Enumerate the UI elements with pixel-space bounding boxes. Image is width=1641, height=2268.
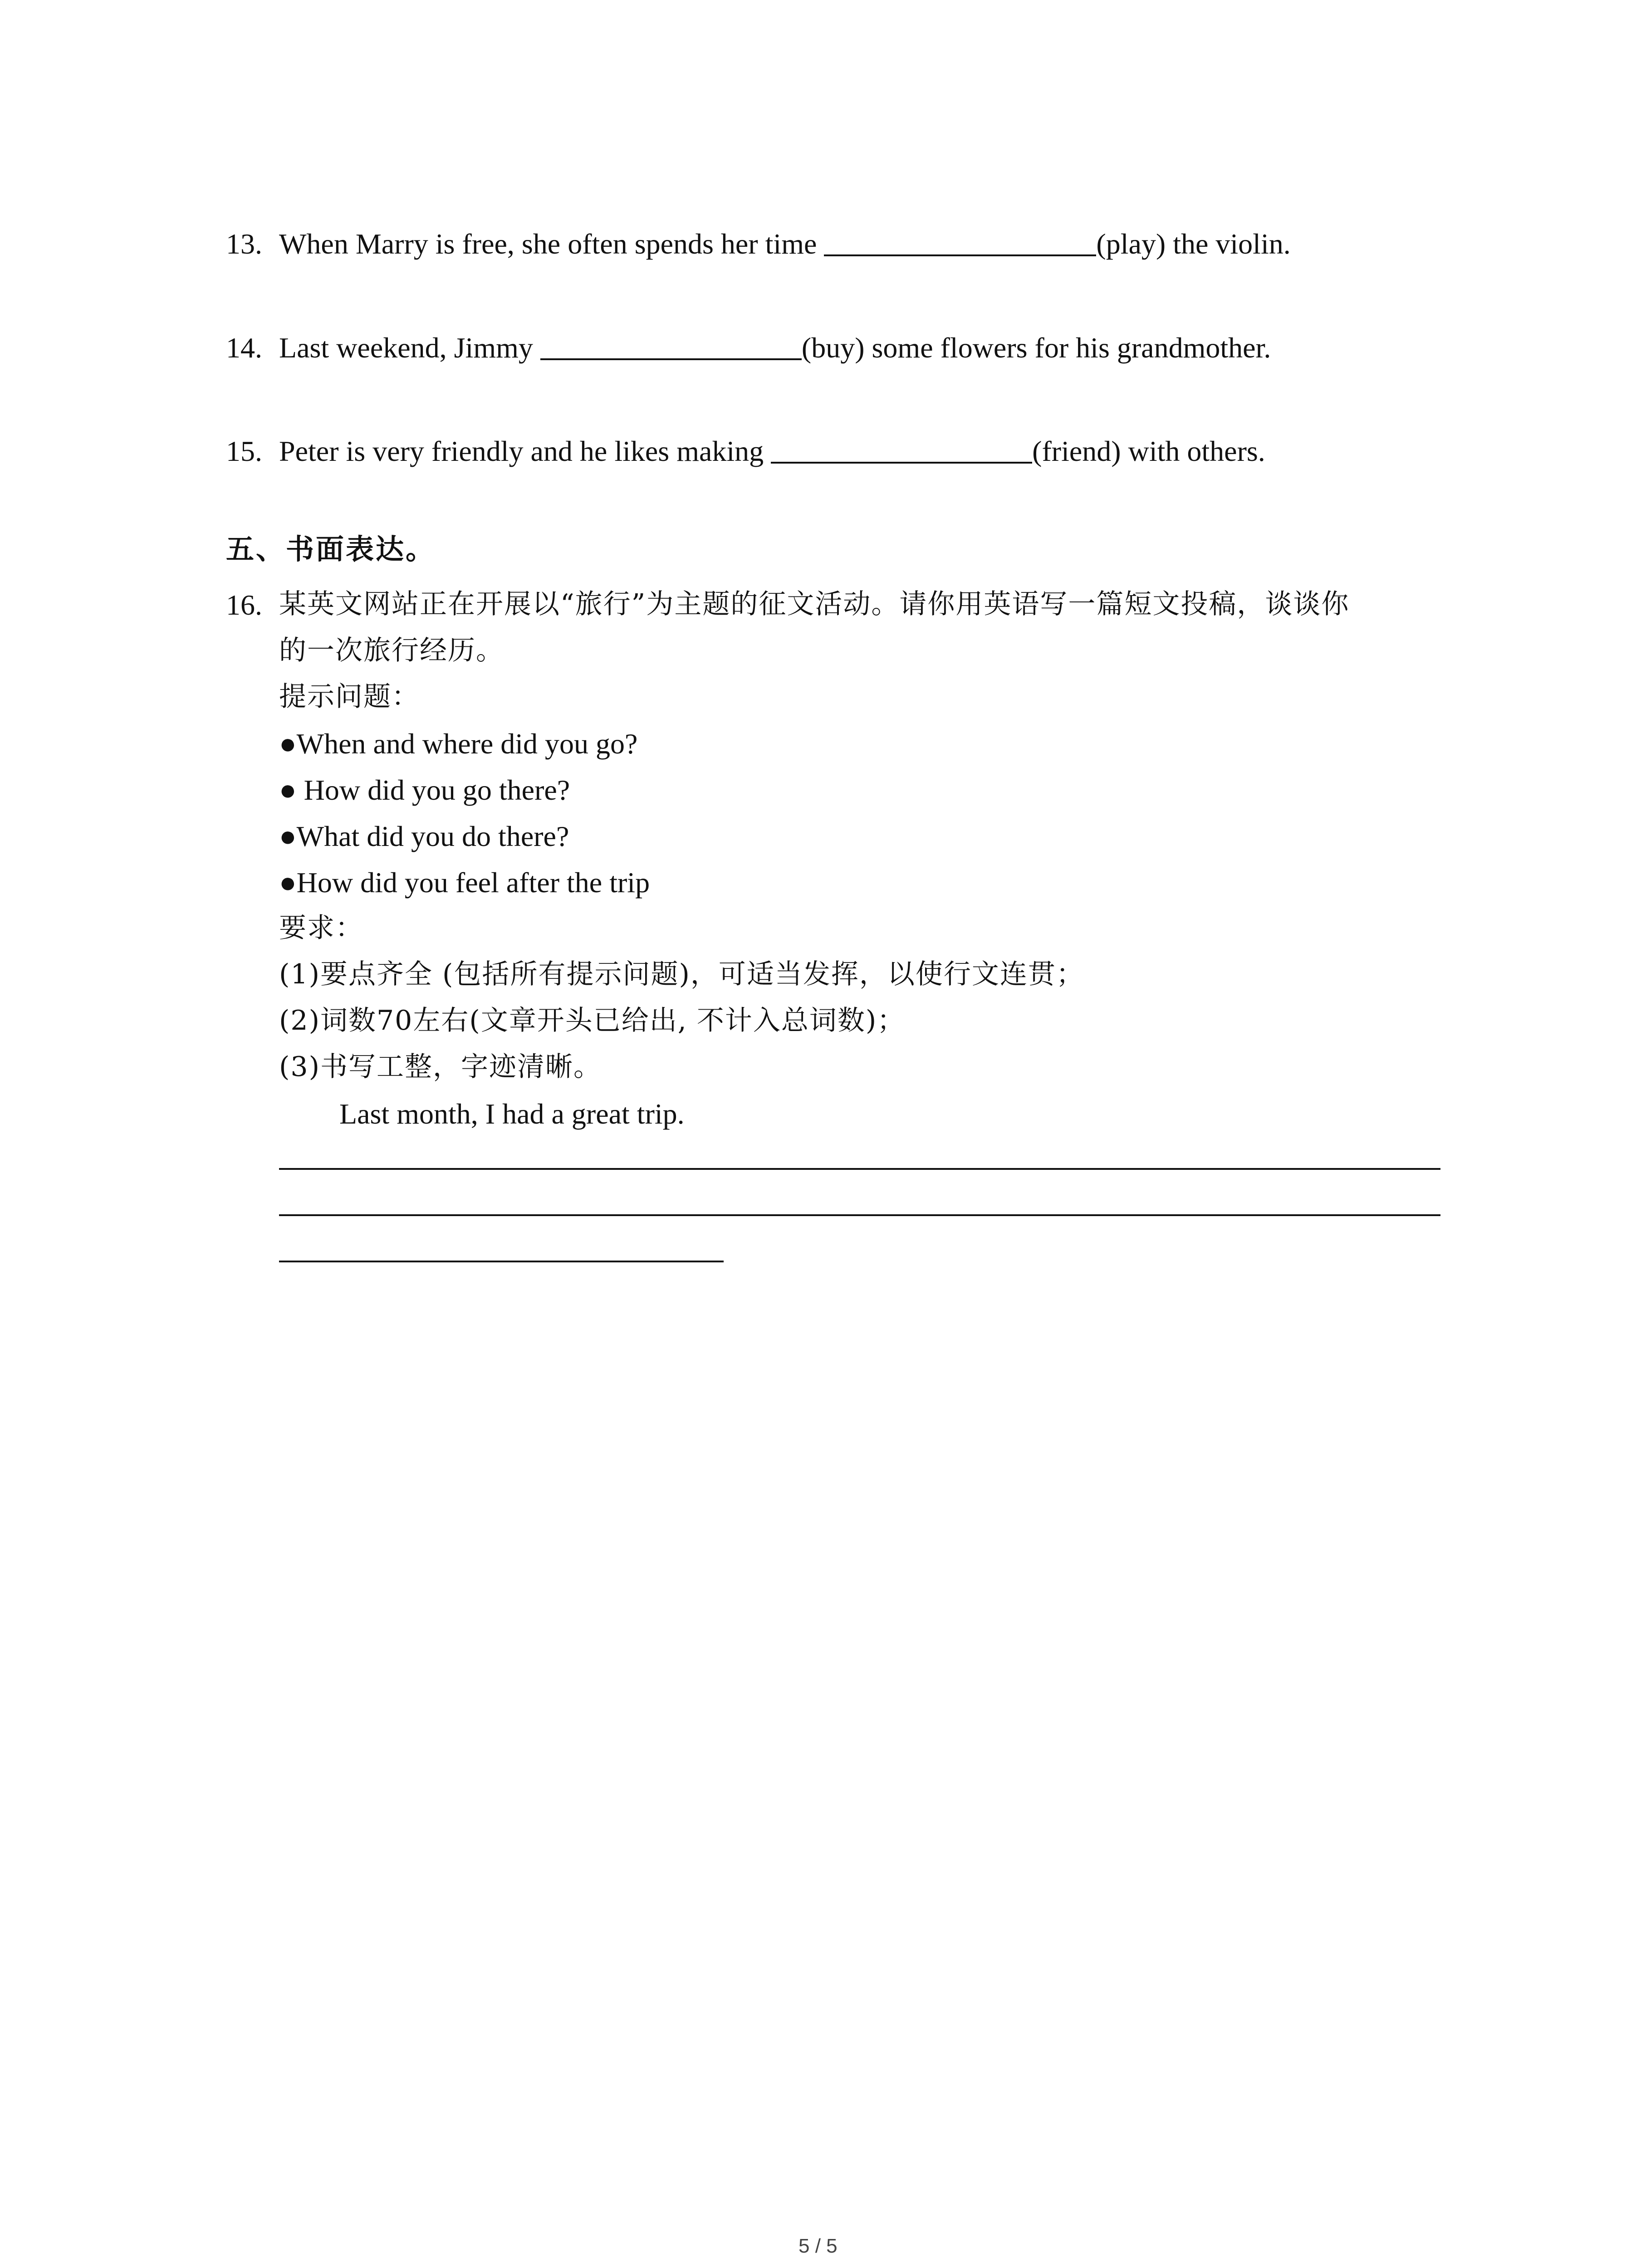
- answer-blank[interactable]: [540, 358, 802, 360]
- requirement-item: (1)要点齐全 (包括所有提示问题)，可适当发挥，以使行文连贯；: [279, 958, 1084, 990]
- question-number: 16.: [226, 589, 262, 621]
- writing-line[interactable]: [279, 1261, 724, 1262]
- requirement-item: (3)书写工整，字迹清晰。: [279, 1051, 602, 1083]
- section-heading: 五、书面表达。: [226, 533, 436, 566]
- question-13: [279, 230, 1291, 259]
- question-hint: (friend) with others.: [1032, 435, 1265, 467]
- question-text: When Marry is free, she often spends her time: [279, 228, 824, 260]
- question-number: 13.: [226, 228, 262, 260]
- hint-item: ●What did you do there?: [279, 820, 569, 852]
- answer-blank[interactable]: [824, 254, 1096, 256]
- question-number: 14.: [226, 332, 262, 364]
- writing-line[interactable]: [279, 1214, 1440, 1216]
- requirement-item: (2)词数70左右(文章开头已给出, 不计入总词数)；: [279, 1005, 906, 1036]
- writing-prompt-line-1: 某英文网站正在开展以“旅行”为主题的征文活动。请你用英语写一篇短文投稿，谈谈你: [279, 588, 1350, 620]
- question-15: [279, 437, 1265, 466]
- essay-opening: Last month, I had a great trip.: [339, 1098, 685, 1130]
- hint-item: ● How did you go there?: [279, 774, 570, 806]
- question-hint: (play) the violin.: [1096, 228, 1291, 260]
- requirements-label: 要求：: [279, 912, 363, 944]
- answer-blank[interactable]: [771, 461, 1032, 464]
- question-text: Peter is very friendly and he likes making: [279, 435, 771, 467]
- hint-item: ●How did you feel after the trip: [279, 866, 650, 899]
- question-number: 15.: [226, 435, 262, 467]
- writing-prompt-line-2: 的一次旅行经历。: [279, 635, 504, 666]
- hint-item: ●When and where did you go?: [279, 728, 638, 760]
- question-14: [279, 333, 1271, 362]
- page-number: 5 / 5: [798, 2235, 838, 2257]
- question-hint: (buy) some flowers for his grandmother.: [801, 332, 1271, 364]
- writing-line[interactable]: [279, 1168, 1440, 1170]
- hints-label: 提示问题：: [279, 681, 420, 713]
- question-text: Last weekend, Jimmy: [279, 332, 540, 364]
